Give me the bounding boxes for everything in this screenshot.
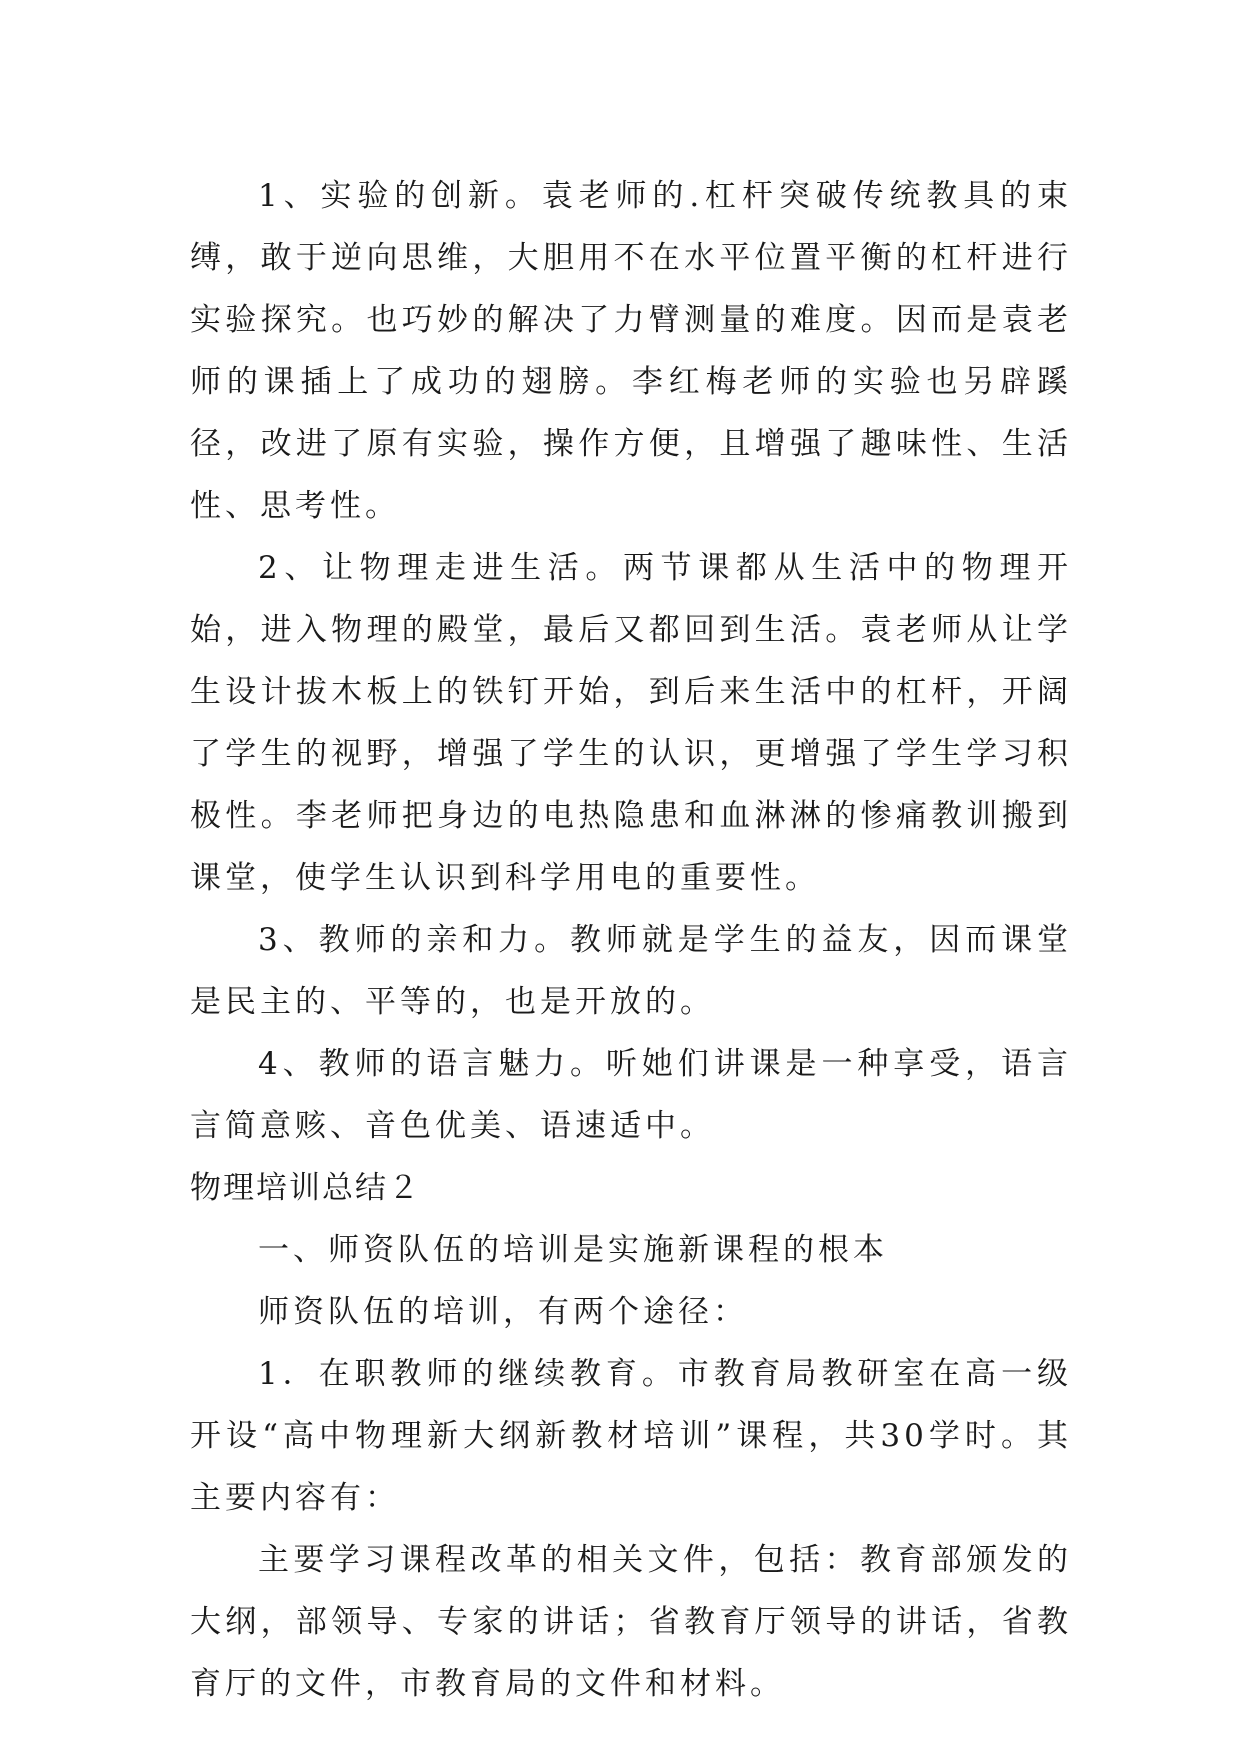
paragraph-teacher-training-heading: 一、师资队伍的培训是实施新课程的根本 [258,1232,888,1268]
section-title: 物理培训总结２ [190,1170,421,1206]
paragraph-training-paths: 师资队伍的培训，有两个途径： [258,1294,748,1330]
paragraph-teacher-language: 4、教师的语言魅力。听她们讲课是一种享受，语言言简意赅、音色优美、语速适中。 [190,1046,1072,1144]
paragraph-in-service-education: 1．在职教师的继续教育。市教育局教研室在高一级开设“高中物理新大纲新教材培训”课程，共30学时。其主要内容有： [190,1356,1072,1516]
paragraph-experiment-innovation: 1、实验的创新。袁老师的.杠杆突破传统教具的束缚，敢于逆向思维，大胆用不在水平位置平衡的杠杆进行实验探究。也巧妙的解决了力臂测量的难度。因而是袁老师的课插上了成功的翅膀。李红梅老师的实验也另辟蹊径，改进了原有实验，操作方便，且增强了趣味性、生活性、思考性。 [190,178,1072,524]
document-body [190,165,1072,1715]
paragraph-teacher-affinity: 3、教师的亲和力。教师就是学生的益友，因而课堂是民主的、平等的，也是开放的。 [190,922,1072,1020]
paragraph-physics-into-life: 2、让物理走进生活。两节课都从生活中的物理开始，进入物理的殿堂，最后又都回到生活。袁老师从让学生设计拔木板上的铁钉开始，到后来生活中的杠杆，开阔了学生的视野，增强了学生的认识，更增强了学生学习积极性。李老师把身边的电热隐患和血淋淋的惨痛教训搬到课堂，使学生认识到科学用电的重要性。 [190,550,1072,896]
paragraph-study-documents: 主要学习课程改革的相关文件，包括：教育部颁发的大纲，部领导、专家的讲话；省教育厅领导的讲话，省教育厅的文件，市教育局的文件和材料。 [190,1542,1072,1702]
